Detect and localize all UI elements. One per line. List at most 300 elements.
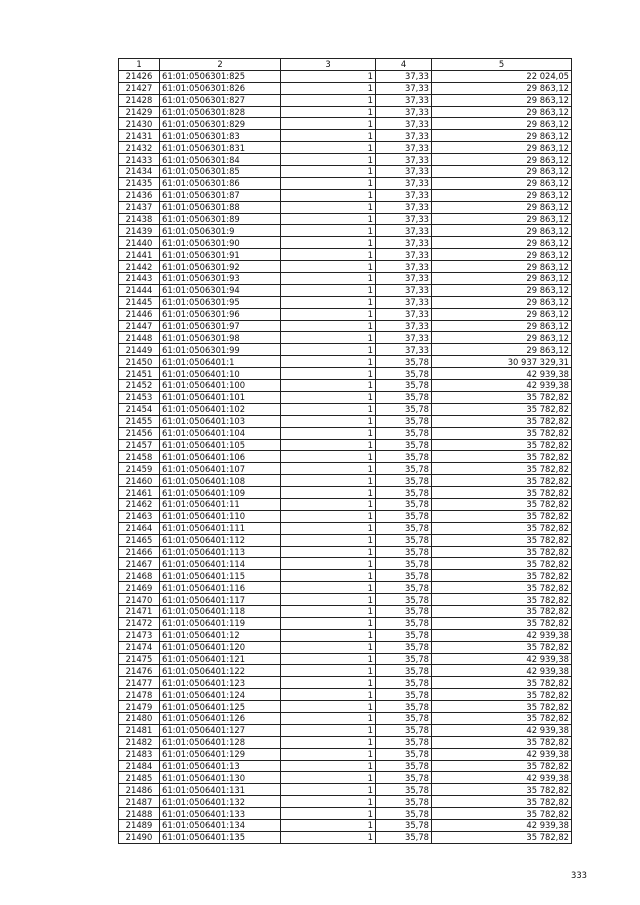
value-cell: 35 782,82 [432,712,572,724]
value-cell: 29 863,12 [432,308,572,320]
count-cell: 1 [281,106,376,118]
count-cell: 1 [281,772,376,784]
table-row [119,118,572,130]
table-row [119,356,572,368]
count-cell: 1 [281,736,376,748]
rate-cell: 37,33 [376,296,432,308]
value-cell: 35 782,82 [432,641,572,653]
value-cell: 35 782,82 [432,439,572,451]
cadastral-number-cell: 61:01:0506301:90 [160,237,281,249]
count-cell: 1 [281,380,376,392]
count-cell: 1 [281,415,376,427]
count-cell: 1 [281,487,376,499]
value-cell: 35 782,82 [432,558,572,570]
count-cell: 1 [281,142,376,154]
row-number-cell: 21445 [119,296,160,308]
row-number-cell: 21439 [119,225,160,237]
cadastral-number-cell: 61:01:0506401:101 [160,391,281,403]
rate-cell: 35,78 [376,629,432,641]
table-row [119,617,572,629]
rate-cell: 37,33 [376,130,432,142]
count-cell: 1 [281,225,376,237]
row-number-cell: 21433 [119,154,160,166]
table-row [119,439,572,451]
row-number-cell: 21451 [119,368,160,380]
cadastral-number-cell: 61:01:0506401:116 [160,582,281,594]
count-cell: 1 [281,427,376,439]
count-cell: 1 [281,617,376,629]
table-row [119,475,572,487]
cadastral-number-cell: 61:01:0506401:128 [160,736,281,748]
value-cell: 42 939,38 [432,724,572,736]
rate-cell: 37,33 [376,225,432,237]
count-cell: 1 [281,665,376,677]
count-cell: 1 [281,724,376,736]
table-row [119,332,572,344]
count-cell: 1 [281,629,376,641]
column-header-4: 4 [376,59,432,71]
value-cell: 42 939,38 [432,772,572,784]
table-row [119,344,572,356]
count-cell: 1 [281,522,376,534]
value-cell: 29 863,12 [432,249,572,261]
count-cell: 1 [281,70,376,82]
value-cell: 42 939,38 [432,629,572,641]
count-cell: 1 [281,534,376,546]
count-cell: 1 [281,712,376,724]
cadastral-number-cell: 61:01:0506401:110 [160,510,281,522]
column-header-3: 3 [281,59,376,71]
value-cell: 35 782,82 [432,391,572,403]
table-row [119,582,572,594]
table-row [119,189,572,201]
rate-cell: 35,78 [376,677,432,689]
count-cell: 1 [281,118,376,130]
cadastral-number-cell: 61:01:0506301:87 [160,189,281,201]
table-row [119,772,572,784]
value-cell: 35 782,82 [432,403,572,415]
row-number-cell: 21477 [119,677,160,689]
cadastral-number-cell: 61:01:0506301:84 [160,154,281,166]
cadastral-number-cell: 61:01:0506401:130 [160,772,281,784]
value-cell: 35 782,82 [432,701,572,713]
cadastral-number-cell: 61:01:0506401:117 [160,594,281,606]
rate-cell: 35,78 [376,522,432,534]
rate-cell: 35,78 [376,594,432,606]
table-row [119,594,572,606]
value-cell: 29 863,12 [432,273,572,285]
table-row [119,701,572,713]
value-cell: 35 782,82 [432,689,572,701]
cadastral-number-cell: 61:01:0506401:121 [160,653,281,665]
cadastral-number-cell: 61:01:0506301:825 [160,70,281,82]
cadastral-number-cell: 61:01:0506401:104 [160,427,281,439]
value-cell: 42 939,38 [432,820,572,832]
row-number-cell: 21447 [119,320,160,332]
value-cell: 29 863,12 [432,82,572,94]
count-cell: 1 [281,653,376,665]
cadastral-number-cell: 61:01:0506301:828 [160,106,281,118]
value-cell: 29 863,12 [432,189,572,201]
cadastral-number-cell: 61:01:0506301:83 [160,130,281,142]
rate-cell: 37,33 [376,118,432,130]
row-number-cell: 21471 [119,605,160,617]
count-cell: 1 [281,582,376,594]
row-number-cell: 21436 [119,189,160,201]
cadastral-number-cell: 61:01:0506301:91 [160,249,281,261]
rate-cell: 35,78 [376,487,432,499]
table-row [119,558,572,570]
cadastral-number-cell: 61:01:0506401:123 [160,677,281,689]
row-number-cell: 21443 [119,273,160,285]
row-number-cell: 21429 [119,106,160,118]
row-number-cell: 21455 [119,415,160,427]
cadastral-number-cell: 61:01:0506401:126 [160,712,281,724]
value-cell: 35 782,82 [432,808,572,820]
row-number-cell: 21456 [119,427,160,439]
rate-cell: 35,78 [376,463,432,475]
rate-cell: 37,33 [376,332,432,344]
row-number-cell: 21444 [119,284,160,296]
rate-cell: 37,33 [376,344,432,356]
rate-cell: 35,78 [376,760,432,772]
rate-cell: 37,33 [376,154,432,166]
cadastral-number-cell: 61:01:0506301:85 [160,166,281,178]
row-number-cell: 21475 [119,653,160,665]
rate-cell: 37,33 [376,189,432,201]
value-cell: 29 863,12 [432,225,572,237]
cadastral-number-cell: 61:01:0506401:102 [160,403,281,415]
table-row [119,712,572,724]
cadastral-number-cell: 61:01:0506401:129 [160,748,281,760]
table-row [119,736,572,748]
rate-cell: 37,33 [376,213,432,225]
rate-cell: 35,78 [376,582,432,594]
row-number-cell: 21449 [119,344,160,356]
rate-cell: 37,33 [376,82,432,94]
count-cell: 1 [281,284,376,296]
value-cell: 35 782,82 [432,427,572,439]
table-row [119,403,572,415]
cadastral-number-cell: 61:01:0506301:95 [160,296,281,308]
count-cell: 1 [281,570,376,582]
value-cell: 35 782,82 [432,522,572,534]
cadastral-number-cell: 61:01:0506401:10 [160,368,281,380]
rate-cell: 35,78 [376,784,432,796]
row-number-cell: 21469 [119,582,160,594]
rate-cell: 37,33 [376,261,432,273]
cadastral-number-cell: 61:01:0506401:118 [160,605,281,617]
count-cell: 1 [281,605,376,617]
cadastral-number-cell: 61:01:0506301:9 [160,225,281,237]
value-cell: 22 024,05 [432,70,572,82]
row-number-cell: 21458 [119,451,160,463]
count-cell: 1 [281,546,376,558]
value-cell: 35 782,82 [432,784,572,796]
value-cell: 29 863,12 [432,344,572,356]
rate-cell: 37,33 [376,142,432,154]
value-cell: 29 863,12 [432,213,572,225]
cadastral-number-cell: 61:01:0506401:112 [160,534,281,546]
value-cell: 42 939,38 [432,665,572,677]
row-number-cell: 21441 [119,249,160,261]
value-cell: 29 863,12 [432,142,572,154]
table-row [119,427,572,439]
cadastral-number-cell: 61:01:0506401:131 [160,784,281,796]
value-cell: 42 939,38 [432,748,572,760]
cadastral-number-cell: 61:01:0506401:115 [160,570,281,582]
cadastral-number-cell: 61:01:0506401:13 [160,760,281,772]
value-cell: 29 863,12 [432,154,572,166]
table-row [119,760,572,772]
rate-cell: 37,33 [376,284,432,296]
rate-cell: 35,78 [376,712,432,724]
cadastral-number-cell: 61:01:0506401:120 [160,641,281,653]
value-cell: 42 939,38 [432,368,572,380]
value-cell: 35 782,82 [432,831,572,843]
table-row [119,130,572,142]
value-cell: 35 782,82 [432,451,572,463]
count-cell: 1 [281,356,376,368]
value-cell: 29 863,12 [432,118,572,130]
value-cell: 35 782,82 [432,487,572,499]
count-cell: 1 [281,677,376,689]
rate-cell: 37,33 [376,94,432,106]
table-row [119,320,572,332]
cadastral-number-cell: 61:01:0506301:826 [160,82,281,94]
table-row [119,522,572,534]
cadastral-number-cell: 61:01:0506301:829 [160,118,281,130]
table-row [119,106,572,118]
cadastral-number-cell: 61:01:0506301:827 [160,94,281,106]
rate-cell: 35,78 [376,510,432,522]
rate-cell: 35,78 [376,617,432,629]
value-cell: 30 937 329,31 [432,356,572,368]
count-cell: 1 [281,273,376,285]
table-row [119,487,572,499]
rate-cell: 35,78 [376,820,432,832]
count-cell: 1 [281,308,376,320]
rate-cell: 35,78 [376,748,432,760]
rate-cell: 37,33 [376,201,432,213]
rate-cell: 35,78 [376,689,432,701]
table-row [119,498,572,510]
row-number-cell: 21484 [119,760,160,772]
row-number-cell: 21426 [119,70,160,82]
value-cell: 35 782,82 [432,498,572,510]
rate-cell: 35,78 [376,427,432,439]
count-cell: 1 [281,831,376,843]
rate-cell: 35,78 [376,605,432,617]
row-number-cell: 21463 [119,510,160,522]
count-cell: 1 [281,344,376,356]
count-cell: 1 [281,391,376,403]
table-row [119,82,572,94]
table-row [119,166,572,178]
rate-cell: 35,78 [376,451,432,463]
rate-cell: 35,78 [376,475,432,487]
count-cell: 1 [281,249,376,261]
cadastral-number-cell: 61:01:0506401:107 [160,463,281,475]
cadastral-number-cell: 61:01:0506401:134 [160,820,281,832]
rate-cell: 35,78 [376,368,432,380]
row-number-cell: 21479 [119,701,160,713]
row-number-cell: 21430 [119,118,160,130]
row-number-cell: 21461 [119,487,160,499]
count-cell: 1 [281,94,376,106]
count-cell: 1 [281,475,376,487]
rate-cell: 35,78 [376,380,432,392]
rate-cell: 35,78 [376,403,432,415]
value-cell: 29 863,12 [432,296,572,308]
cadastral-number-cell: 61:01:0506301:99 [160,344,281,356]
cadastral-number-cell: 61:01:0506401:103 [160,415,281,427]
count-cell: 1 [281,332,376,344]
table-row [119,273,572,285]
cadastral-number-cell: 61:01:0506301:98 [160,332,281,344]
count-cell: 1 [281,641,376,653]
table-row [119,94,572,106]
cadastral-number-cell: 61:01:0506401:113 [160,546,281,558]
row-number-cell: 21488 [119,808,160,820]
count-cell: 1 [281,820,376,832]
row-number-cell: 21452 [119,380,160,392]
value-cell: 35 782,82 [432,617,572,629]
table-row [119,177,572,189]
cadastral-number-cell: 61:01:0506301:89 [160,213,281,225]
rate-cell: 35,78 [376,534,432,546]
rate-cell: 35,78 [376,701,432,713]
row-number-cell: 21487 [119,796,160,808]
count-cell: 1 [281,463,376,475]
table-row [119,296,572,308]
count-cell: 1 [281,748,376,760]
row-number-cell: 21470 [119,594,160,606]
rate-cell: 37,33 [376,249,432,261]
count-cell: 1 [281,439,376,451]
table-body [119,70,572,843]
cadastral-number-cell: 61:01:0506301:96 [160,308,281,320]
rate-cell: 37,33 [376,106,432,118]
row-number-cell: 21486 [119,784,160,796]
value-cell: 29 863,12 [432,106,572,118]
value-cell: 35 782,82 [432,677,572,689]
row-number-cell: 21437 [119,201,160,213]
rate-cell: 37,33 [376,70,432,82]
cadastral-table [118,58,572,844]
table-row [119,415,572,427]
row-number-cell: 21440 [119,237,160,249]
table-row [119,225,572,237]
count-cell: 1 [281,296,376,308]
header-row [119,59,572,71]
row-number-cell: 21460 [119,475,160,487]
value-cell: 42 939,38 [432,380,572,392]
count-cell: 1 [281,237,376,249]
count-cell: 1 [281,558,376,570]
value-cell: 29 863,12 [432,237,572,249]
value-cell: 35 782,82 [432,605,572,617]
table-row [119,308,572,320]
row-number-cell: 21482 [119,736,160,748]
count-cell: 1 [281,760,376,772]
row-number-cell: 21428 [119,94,160,106]
table-row [119,201,572,213]
cadastral-number-cell: 61:01:0506401:122 [160,665,281,677]
rate-cell: 37,33 [376,273,432,285]
cadastral-number-cell: 61:01:0506401:124 [160,689,281,701]
rate-cell: 35,78 [376,498,432,510]
cadastral-number-cell: 61:01:0506301:831 [160,142,281,154]
table-row [119,677,572,689]
count-cell: 1 [281,82,376,94]
value-cell: 35 782,82 [432,475,572,487]
count-cell: 1 [281,166,376,178]
cadastral-number-cell: 61:01:0506401:108 [160,475,281,487]
table-row [119,641,572,653]
row-number-cell: 21434 [119,166,160,178]
row-number-cell: 21448 [119,332,160,344]
count-cell: 1 [281,189,376,201]
table-row [119,368,572,380]
row-number-cell: 21474 [119,641,160,653]
table-row [119,154,572,166]
count-cell: 1 [281,796,376,808]
row-number-cell: 21481 [119,724,160,736]
rate-cell: 35,78 [376,831,432,843]
rate-cell: 35,78 [376,665,432,677]
value-cell: 35 782,82 [432,463,572,475]
value-cell: 29 863,12 [432,261,572,273]
table-row [119,665,572,677]
rate-cell: 37,33 [376,237,432,249]
table-row [119,213,572,225]
cadastral-number-cell: 61:01:0506401:100 [160,380,281,392]
row-number-cell: 21462 [119,498,160,510]
row-number-cell: 21485 [119,772,160,784]
row-number-cell: 21476 [119,665,160,677]
count-cell: 1 [281,201,376,213]
count-cell: 1 [281,701,376,713]
count-cell: 1 [281,320,376,332]
table-row [119,142,572,154]
cadastral-number-cell: 61:01:0506401:135 [160,831,281,843]
cadastral-number-cell: 61:01:0506401:133 [160,808,281,820]
cadastral-number-cell: 61:01:0506401:119 [160,617,281,629]
table-row [119,724,572,736]
column-header-2: 2 [160,59,281,71]
count-cell: 1 [281,498,376,510]
rate-cell: 35,78 [376,796,432,808]
table-row [119,629,572,641]
rate-cell: 35,78 [376,772,432,784]
count-cell: 1 [281,784,376,796]
row-number-cell: 21478 [119,689,160,701]
rate-cell: 35,78 [376,570,432,582]
table-row [119,796,572,808]
cadastral-number-cell: 61:01:0506401:127 [160,724,281,736]
count-cell: 1 [281,213,376,225]
row-number-cell: 21446 [119,308,160,320]
row-number-cell: 21450 [119,356,160,368]
row-number-cell: 21431 [119,130,160,142]
row-number-cell: 21480 [119,712,160,724]
rate-cell: 37,33 [376,308,432,320]
cadastral-number-cell: 61:01:0506401:1 [160,356,281,368]
row-number-cell: 21438 [119,213,160,225]
table-row [119,784,572,796]
cadastral-number-cell: 61:01:0506401:106 [160,451,281,463]
